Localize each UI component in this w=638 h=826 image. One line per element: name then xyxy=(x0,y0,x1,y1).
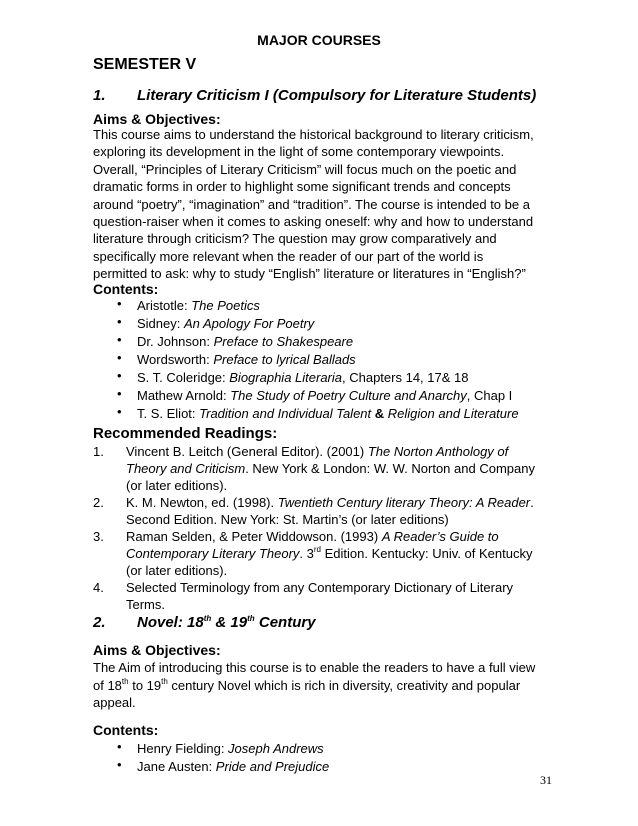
list-item: Mathew Arnold: The Study of Poetry Culture and Anarchy, Chap I xyxy=(137,388,513,403)
course-1-aims-heading: Aims & Objectives: xyxy=(93,111,221,127)
bullet-icon: • xyxy=(117,386,122,401)
list-item: Dr. Johnson: Preface to Shakespeare xyxy=(137,334,354,349)
aims-line: specifically more relevant when the reader of our part of the world is xyxy=(93,248,484,264)
list-item: Sidney: An Apology For Poetry xyxy=(137,316,315,331)
reading-3-line: Contemporary Literary Theory. 3rd Edition. Kentucky: Univ. of Kentucky xyxy=(126,545,533,561)
course-2-aims-text xyxy=(93,659,561,712)
bullet-icon: • xyxy=(117,332,122,347)
reading-number: 1. xyxy=(93,444,104,459)
bullet-icon: • xyxy=(117,404,122,419)
list-item: Aristotle: The Poetics xyxy=(137,298,260,313)
list-item: Jane Austen: Pride and Prejudice xyxy=(137,759,330,774)
aims-line: The Aim of introducing this course is to enable the readers to have a full view xyxy=(93,660,536,675)
aims-line: permitted to ask: why to study “English” literature or literatures in “English?” xyxy=(93,266,526,282)
reading-1-line: Vincent B. Leitch (General Editor). (2001) The Norton Anthology of xyxy=(126,444,509,459)
course-2-number: 2. xyxy=(93,614,106,631)
bullet-icon: • xyxy=(117,314,122,329)
course-1-title: Literary Criticism I (Compulsory for Literature Students) xyxy=(137,87,537,104)
bullet-icon: • xyxy=(117,368,122,383)
bullet-icon: • xyxy=(117,350,122,365)
readings-heading: Recommended Readings: xyxy=(93,425,278,442)
bullet-icon: • xyxy=(117,739,122,754)
course-2-contents-heading: Contents: xyxy=(93,722,159,738)
reading-2-line: Second Edition. New York: St. Martin’s (or later editions) xyxy=(126,512,449,527)
bullet-icon: • xyxy=(117,296,122,311)
reading-3-line: (or later editions). xyxy=(126,563,228,578)
aims-line: around “poetry”, “imagination” and “tradition”. The course is intended to be a xyxy=(93,196,530,212)
aims-line: exploring its development in the light of some contemporary viewpoints. xyxy=(93,144,505,160)
list-item: S. T. Coleridge: Biographia Literaria, Chapters 14, 17& 18 xyxy=(137,370,469,385)
aims-line: dramatic forms in order to highlight some significant trends and concepts xyxy=(93,179,511,195)
reading-number: 3. xyxy=(93,529,104,544)
course-2-title: Novel: 18th & 19th Century xyxy=(137,614,316,631)
reading-number: 2. xyxy=(93,495,104,510)
reading-4-line: Terms. xyxy=(126,597,165,612)
reading-4-line: Selected Terminology from any Contemporary Dictionary of Literary xyxy=(126,580,514,595)
bullet-icon: • xyxy=(117,757,122,772)
reading-1-line: (or later editions). xyxy=(126,478,228,493)
aims-line: This course aims to understand the historical background to literary criticism, xyxy=(93,127,534,142)
aims-line: question-raiser when it comes to asking oneself: why and how to understand xyxy=(93,214,534,230)
page-number: 31 xyxy=(540,773,552,787)
list-item: Henry Fielding: Joseph Andrews xyxy=(137,741,324,756)
semester-heading: SEMESTER V xyxy=(93,56,197,73)
page-title: MAJOR COURSES xyxy=(257,32,381,48)
aims-line: Overall, “Principles of Literary Criticism” will focus much on the poetic and xyxy=(93,161,517,177)
course-1-aims-text xyxy=(93,126,561,283)
list-item: T. S. Eliot: Tradition and Individual Talent & Religion and Literature xyxy=(137,406,519,421)
reading-1-line: Theory and Criticism. New York & London: W. W. Norton and Company xyxy=(126,461,535,476)
reading-2-line: K. M. Newton, ed. (1998). Twentieth Century literary Theory: A Reader. xyxy=(126,495,534,510)
aims-line: of 18th to 19th century Novel which is rich in diversity, creativity and popular xyxy=(93,676,521,693)
aims-line: literature through criticism? The question may grow comparatively and xyxy=(93,231,497,247)
reading-3-line: Raman Selden, & Peter Widdowson. (1993) A Reader’s Guide to xyxy=(126,529,499,544)
aims-line: appeal. xyxy=(93,695,136,710)
reading-number: 4. xyxy=(93,580,104,595)
course-2-aims-heading: Aims & Objectives: xyxy=(93,642,221,658)
list-item: Wordsworth: Preface to lyrical Ballads xyxy=(137,352,356,367)
course-1-number: 1. xyxy=(93,87,106,104)
course-1-contents-heading: Contents: xyxy=(93,281,159,297)
